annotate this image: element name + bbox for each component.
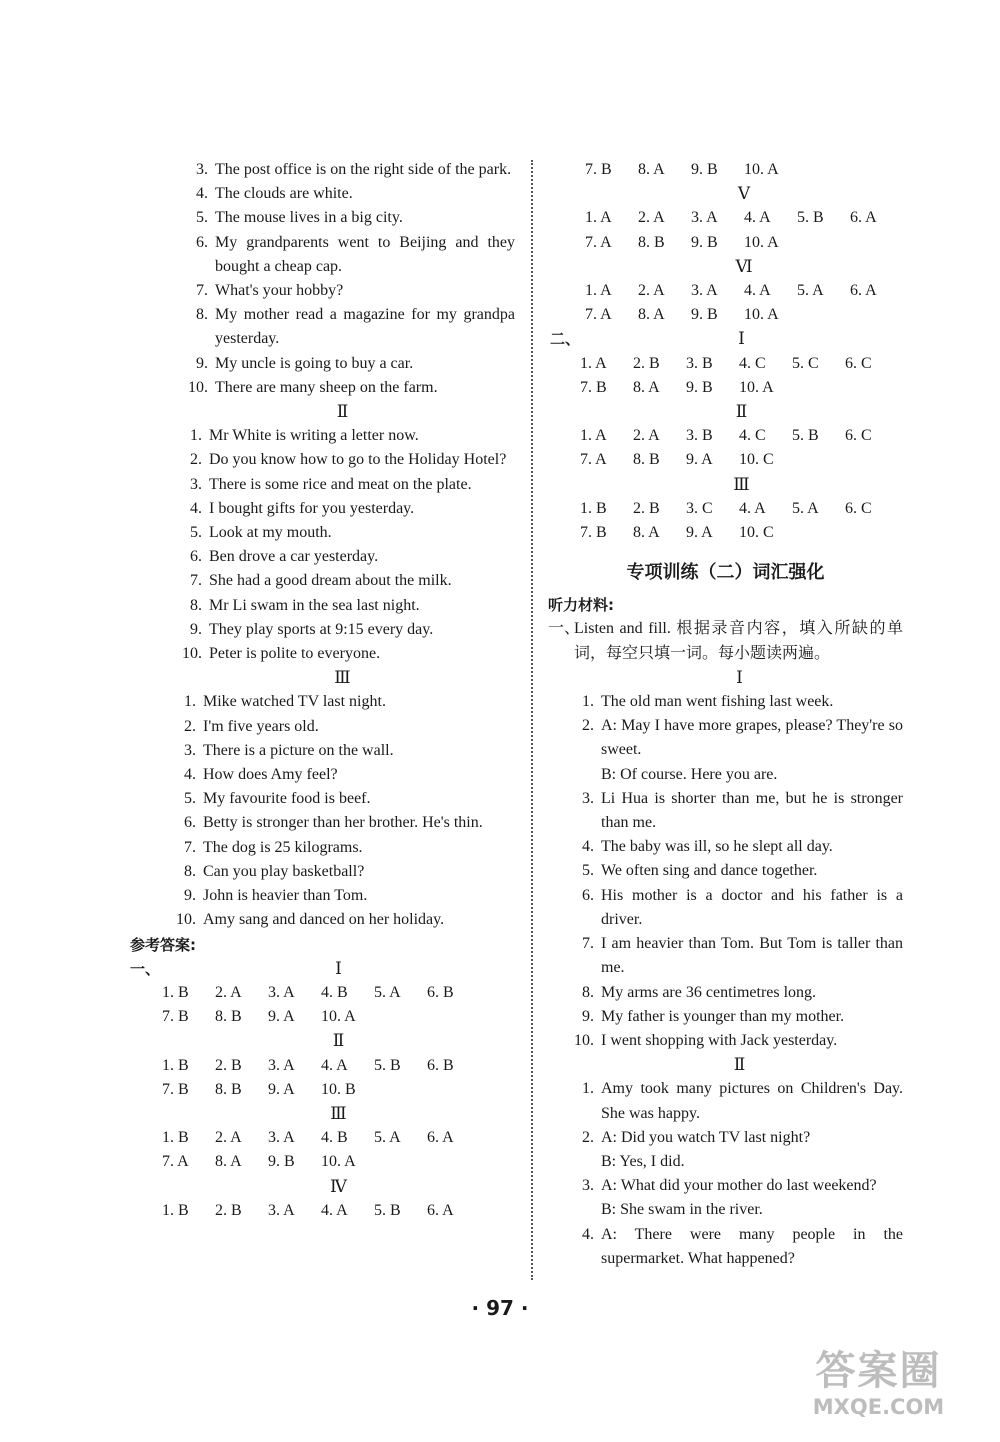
list-item xyxy=(170,158,515,182)
item-text: My mother read a magazine for my grandpa yesterday. xyxy=(215,306,515,348)
answer-cell: 8. B xyxy=(215,1008,242,1026)
answer-cell: 6. A xyxy=(850,282,877,300)
item-text: Mike watched TV last night. xyxy=(203,693,386,711)
part-two-label: 二、 xyxy=(550,330,581,349)
answer-cell: 10. C xyxy=(739,524,774,542)
item-text: John is heavier than Tom. xyxy=(203,887,368,905)
item-text: Amy took many pictures on Children's Day. She was happy. xyxy=(601,1080,903,1122)
list-item xyxy=(548,1223,903,1271)
item-number: 1. xyxy=(582,1080,594,1098)
item-text: The baby was ill, so he slept all day. xyxy=(601,838,833,856)
item-number: 6. xyxy=(184,814,196,832)
page-number: · 97 · xyxy=(471,1296,529,1320)
answer-cell: 3. A xyxy=(268,1201,295,1219)
answer-row xyxy=(130,1005,515,1029)
item-number: 2. xyxy=(582,717,594,735)
item-number: 7. xyxy=(196,282,208,300)
answer-row xyxy=(548,376,903,400)
item-text: My favourite food is beef. xyxy=(203,790,371,808)
answer-cell: 7. A xyxy=(585,306,612,324)
answer-cell: 6. A xyxy=(427,1201,454,1219)
list-item xyxy=(170,884,515,908)
section-numeral: Ⅵ xyxy=(735,256,753,276)
answer-cell: 7. A xyxy=(585,233,612,251)
list-item xyxy=(170,642,515,666)
answer-cell: 7. B xyxy=(585,161,612,178)
list-item xyxy=(170,715,515,739)
answer-cell: 1. A xyxy=(585,282,612,300)
item-number xyxy=(548,1150,601,1174)
item-number: 10. xyxy=(176,911,196,929)
item-number: 2. xyxy=(582,1128,594,1146)
answer-cell: 7. B xyxy=(162,1080,189,1098)
section-numeral: Ⅰ xyxy=(335,958,342,978)
answer-cell: 2. B xyxy=(215,1056,242,1074)
list-item xyxy=(170,908,515,932)
list-item xyxy=(548,1126,903,1150)
answer-cell: 2. A xyxy=(633,427,660,445)
item-number: 4. xyxy=(582,838,594,856)
answer-row xyxy=(548,279,903,303)
answer-cell: 4. A xyxy=(744,282,771,300)
item-text: The post office is on the right side of the park. xyxy=(215,161,512,178)
item-text: The mouse lives in a big city. xyxy=(215,209,403,227)
list-item xyxy=(170,521,515,545)
answer-row xyxy=(548,158,903,182)
item-number: 9. xyxy=(190,620,202,638)
section-numeral: Ⅲ xyxy=(733,474,750,494)
item-number: 6. xyxy=(190,548,202,566)
item-text: Mr White is writing a letter now. xyxy=(209,427,419,445)
answer-cell: 6. C xyxy=(845,354,872,372)
answer-cell: 3. A xyxy=(268,983,295,1001)
item-text: The clouds are white. xyxy=(215,185,353,203)
item-number xyxy=(548,763,601,787)
item-text: B: She swam in the river. xyxy=(601,1201,763,1219)
item-text: We often sing and dance together. xyxy=(601,862,818,880)
answer-row xyxy=(548,231,903,255)
answer-cell: 8. B xyxy=(215,1080,242,1098)
list-item xyxy=(170,787,515,811)
list-item xyxy=(548,690,903,714)
answer-cell: 5. A xyxy=(374,1129,401,1147)
list-item xyxy=(548,1029,903,1053)
answer-cell: 5. B xyxy=(374,1056,401,1074)
answer-cell: 6. C xyxy=(845,427,872,445)
answer-cell: 9. B xyxy=(691,306,718,324)
item-number: 4. xyxy=(196,185,208,203)
section-numeral: Ⅴ xyxy=(737,184,751,204)
item-text: Look at my mouth. xyxy=(209,524,332,542)
item-text: Li Hua is shorter than me, but he is stronger than me. xyxy=(601,789,903,832)
answer-cell: 10. A xyxy=(321,1008,356,1026)
answer-cell: 4. C xyxy=(739,354,766,372)
item-text: My father is younger than my mother. xyxy=(601,1007,845,1025)
item-number: 1. xyxy=(184,693,196,711)
item-number: 2. xyxy=(184,717,196,735)
item-text: B: Yes, I did. xyxy=(601,1152,685,1170)
right-column xyxy=(548,158,903,1271)
answer-cell: 2. A xyxy=(638,209,665,227)
answer-cell: 7. B xyxy=(162,1008,189,1026)
list-item xyxy=(548,981,903,1005)
answer-cell: 6. C xyxy=(845,499,872,517)
answer-cell: 8. A xyxy=(633,378,660,396)
column-divider xyxy=(531,160,533,1280)
answer-cell: 9. B xyxy=(691,161,718,178)
item-text: A: Did you watch TV last night? xyxy=(601,1128,811,1146)
item-text: There is some rice and meat on the plate. xyxy=(209,475,472,493)
answer-cell: 2. B xyxy=(633,499,660,517)
item-number: 7. xyxy=(582,935,594,953)
item-number: 9. xyxy=(196,354,208,372)
answer-row xyxy=(548,303,903,327)
list-item xyxy=(170,231,515,279)
list-item xyxy=(170,739,515,763)
answer-cell: 2. A xyxy=(215,983,242,1001)
answer-cell: 10. C xyxy=(739,451,774,469)
item-number: 3. xyxy=(190,475,202,493)
item-number: 6. xyxy=(582,886,594,904)
item-number: 5. xyxy=(196,209,208,227)
item-number: 5. xyxy=(582,862,594,880)
answer-cell: 1. B xyxy=(162,1129,189,1147)
item-number: 2. xyxy=(190,451,202,469)
item-number: 9. xyxy=(582,1007,594,1025)
item-number: 8. xyxy=(196,306,208,324)
answer-cell: 4. C xyxy=(739,427,766,445)
answer-cell: 8. A xyxy=(638,306,665,324)
list-item xyxy=(170,811,515,835)
item-number: 8. xyxy=(184,862,196,880)
list-item xyxy=(548,1150,903,1174)
answer-row xyxy=(548,448,903,472)
section-heading: 专项训练（二）词汇强化 xyxy=(626,562,825,584)
answer-cell: 2. A xyxy=(638,282,665,300)
answer-cell: 7. B xyxy=(580,524,607,542)
section-numeral: Ⅱ xyxy=(733,1055,746,1075)
answer-cell: 4. A xyxy=(739,499,766,517)
list-item xyxy=(548,714,903,762)
item-text: I'm five years old. xyxy=(203,717,319,735)
answer-cell: 1. A xyxy=(580,427,607,445)
answer-cell: 3. A xyxy=(268,1056,295,1074)
answer-row xyxy=(548,206,903,230)
item-text: Ben drove a car yesterday. xyxy=(209,548,379,566)
list-item xyxy=(548,1198,903,1222)
item-number: 5. xyxy=(184,790,196,808)
item-text: A: May I have more grapes, please? They're so sweet. xyxy=(601,717,903,759)
item-text: I went shopping with Jack yesterday. xyxy=(601,1031,838,1049)
item-number: 4. xyxy=(582,1225,594,1243)
item-text: What's your hobby? xyxy=(215,282,344,300)
answer-cell: 5. B xyxy=(374,1201,401,1219)
answer-cell: 9. B xyxy=(686,378,713,396)
instruction-number: 一、 xyxy=(548,620,581,638)
answer-cell: 8. B xyxy=(633,451,660,469)
list-item xyxy=(548,763,903,787)
answer-cell: 8. A xyxy=(638,161,665,178)
item-number: 3. xyxy=(184,741,196,759)
answer-row xyxy=(130,1150,515,1174)
answer-cell: 3. A xyxy=(691,282,718,300)
item-text: His mother is a doctor and his father is a driver. xyxy=(601,886,903,928)
answer-cell: 3. B xyxy=(686,354,713,372)
item-text: Do you know how to go to the Holiday Hotel? xyxy=(209,451,507,469)
answer-cell: 6. A xyxy=(850,209,877,227)
item-number: 9. xyxy=(184,887,196,905)
item-number: 3. xyxy=(196,161,208,178)
answer-cell: 7. B xyxy=(580,378,607,396)
list-item xyxy=(170,860,515,884)
answer-cell: 9. A xyxy=(686,524,713,542)
answer-row xyxy=(130,1199,515,1223)
section-numeral: Ⅳ xyxy=(330,1176,347,1196)
item-number: 5. xyxy=(190,524,202,542)
answer-cell: 6. B xyxy=(427,983,454,1001)
answer-cell: 5. B xyxy=(797,209,824,227)
list-item xyxy=(170,497,515,521)
item-text: My uncle is going to buy a car. xyxy=(215,354,414,372)
answer-row xyxy=(130,981,515,1005)
answer-cell: 4. B xyxy=(321,983,348,1001)
answer-cell: 2. A xyxy=(215,1129,242,1147)
answer-cell: 3. A xyxy=(691,209,718,227)
item-number: 4. xyxy=(184,766,196,784)
part-one-label: 一、 xyxy=(130,959,161,978)
list-item xyxy=(170,303,515,351)
list-item xyxy=(170,376,515,400)
list-item xyxy=(548,1077,903,1125)
section-numeral: Ⅱ xyxy=(336,402,349,422)
section-numeral: Ⅱ xyxy=(735,402,748,422)
answer-cell: 10. A xyxy=(744,161,779,178)
answer-cell: 4. B xyxy=(321,1129,348,1147)
item-text: There are many sheep on the farm. xyxy=(215,378,438,396)
item-number: 3. xyxy=(582,789,594,807)
item-text: The dog is 25 kilograms. xyxy=(203,838,363,856)
item-text: There is a picture on the wall. xyxy=(203,741,394,759)
watermark xyxy=(771,1348,986,1430)
item-text: Can you play basketball? xyxy=(203,862,365,880)
answer-cell: 9. A xyxy=(268,1008,295,1026)
answer-row xyxy=(130,1126,515,1150)
list-item xyxy=(170,448,515,472)
answer-cell: 5. A xyxy=(797,282,824,300)
answer-cell: 5. B xyxy=(792,427,819,445)
instruction xyxy=(548,617,903,665)
answer-row xyxy=(548,497,903,521)
list-item xyxy=(170,763,515,787)
list-item xyxy=(170,206,515,230)
answer-cell: 10. A xyxy=(739,378,774,396)
item-number: 10. xyxy=(574,1031,594,1049)
item-text: The old man went fishing last week. xyxy=(601,693,834,711)
answer-cell: 1. A xyxy=(585,209,612,227)
item-number: 6. xyxy=(196,233,208,251)
item-text: A: There were many people in the supermarket. What happened? xyxy=(601,1225,903,1267)
instruction-text: Listen and fill. 根据录音内容，填入所缺的单词，每空只填一词。每小题读两遍。 xyxy=(574,620,903,662)
item-text: Betty is stronger than her brother. He's thin. xyxy=(203,814,483,832)
item-number: 1. xyxy=(582,693,594,711)
answer-cell: 6. B xyxy=(427,1056,454,1074)
answer-cell: 10. A xyxy=(744,233,779,251)
list-item xyxy=(170,569,515,593)
item-number: 10. xyxy=(188,378,208,396)
list-item xyxy=(548,932,903,980)
list-item xyxy=(548,1174,903,1198)
answer-cell: 10. B xyxy=(321,1080,356,1098)
list-item xyxy=(170,352,515,376)
item-text: My arms are 36 centimetres long. xyxy=(601,983,817,1001)
item-text: A: What did your mother do last weekend? xyxy=(601,1177,877,1195)
listening-label: 听力材料: xyxy=(548,596,614,615)
item-number xyxy=(548,1198,601,1222)
answer-cell: 4. A xyxy=(744,209,771,227)
answer-cell: 9. B xyxy=(691,233,718,251)
answer-cell: 3. B xyxy=(686,427,713,445)
item-number: 3. xyxy=(582,1177,594,1195)
item-text: How does Amy feel? xyxy=(203,766,338,784)
answer-cell: 5. C xyxy=(792,354,819,372)
answer-cell: 8. A xyxy=(633,524,660,542)
item-number: 4. xyxy=(190,499,202,517)
answer-row xyxy=(130,1054,515,1078)
list-item xyxy=(170,473,515,497)
list-item xyxy=(548,884,903,932)
list-item xyxy=(170,836,515,860)
list-item xyxy=(170,594,515,618)
section-numeral: Ⅱ xyxy=(332,1031,345,1051)
answer-cell: 5. A xyxy=(374,983,401,1001)
list-item xyxy=(170,279,515,303)
list-item xyxy=(548,1005,903,1029)
list-item xyxy=(170,690,515,714)
item-number: 7. xyxy=(190,572,202,590)
answer-cell: 6. A xyxy=(427,1129,454,1147)
answer-cell: 3. A xyxy=(268,1129,295,1147)
section-numeral: Ⅲ xyxy=(330,1103,347,1123)
answer-cell: 1. A xyxy=(580,354,607,372)
item-text: They play sports at 9:15 every day. xyxy=(209,620,434,638)
answer-cell: 9. A xyxy=(268,1080,295,1098)
answer-row xyxy=(548,424,903,448)
left-column xyxy=(130,158,515,1223)
item-number: 8. xyxy=(190,596,202,614)
answers-label: 参考答案: xyxy=(130,935,196,954)
list-item xyxy=(170,618,515,642)
item-text: Peter is polite to everyone. xyxy=(209,645,381,663)
item-text: I am heavier than Tom. But Tom is taller than me. xyxy=(601,935,903,977)
list-item xyxy=(170,424,515,448)
item-text: B: Of course. Here you are. xyxy=(601,765,778,783)
section-numeral: Ⅲ xyxy=(334,668,351,688)
list-item xyxy=(548,787,903,835)
answer-cell: 1. B xyxy=(580,499,607,517)
answer-cell: 8. A xyxy=(215,1153,242,1171)
item-number: 8. xyxy=(582,983,594,1001)
answer-cell: 8. B xyxy=(638,233,665,251)
list-item xyxy=(170,182,515,206)
list-item xyxy=(548,859,903,883)
item-text: She had a good dream about the milk. xyxy=(209,572,452,590)
answer-cell: 9. B xyxy=(268,1153,295,1171)
item-text: I bought gifts for you yesterday. xyxy=(209,499,415,517)
item-number: 1. xyxy=(190,427,202,445)
section-numeral: Ⅰ xyxy=(736,667,743,687)
answer-cell: 1. B xyxy=(162,1201,189,1219)
answer-cell: 4. A xyxy=(321,1056,348,1074)
section-numeral: Ⅰ xyxy=(738,329,745,349)
answer-row xyxy=(548,521,903,545)
watermark-logo: 答案圈 xyxy=(815,1348,942,1394)
item-number: 7. xyxy=(184,838,196,856)
list-item xyxy=(170,545,515,569)
answer-cell: 5. A xyxy=(792,499,819,517)
answer-cell: 2. B xyxy=(215,1201,242,1219)
answer-row xyxy=(130,1078,515,1102)
answer-cell: 1. B xyxy=(162,1056,189,1074)
watermark-url: MXQE.COM xyxy=(812,1395,945,1419)
answer-cell: 1. B xyxy=(162,983,189,1001)
answer-cell: 2. B xyxy=(633,354,660,372)
item-text: Amy sang and danced on her holiday. xyxy=(203,911,445,929)
item-text: Mr Li swam in the sea last night. xyxy=(209,596,420,614)
answer-cell: 9. A xyxy=(686,451,713,469)
answer-cell: 7. A xyxy=(580,451,607,469)
answer-cell: 3. C xyxy=(686,499,713,517)
item-number: 10. xyxy=(182,645,202,663)
answer-cell: 10. A xyxy=(744,306,779,324)
item-text: My grandparents went to Beijing and they bought a cheap cap. xyxy=(215,233,515,275)
answer-cell: 4. A xyxy=(321,1201,348,1219)
answer-cell: 10. A xyxy=(321,1153,356,1171)
answer-row xyxy=(548,352,903,376)
answer-cell: 7. A xyxy=(162,1153,189,1171)
list-item xyxy=(548,835,903,859)
